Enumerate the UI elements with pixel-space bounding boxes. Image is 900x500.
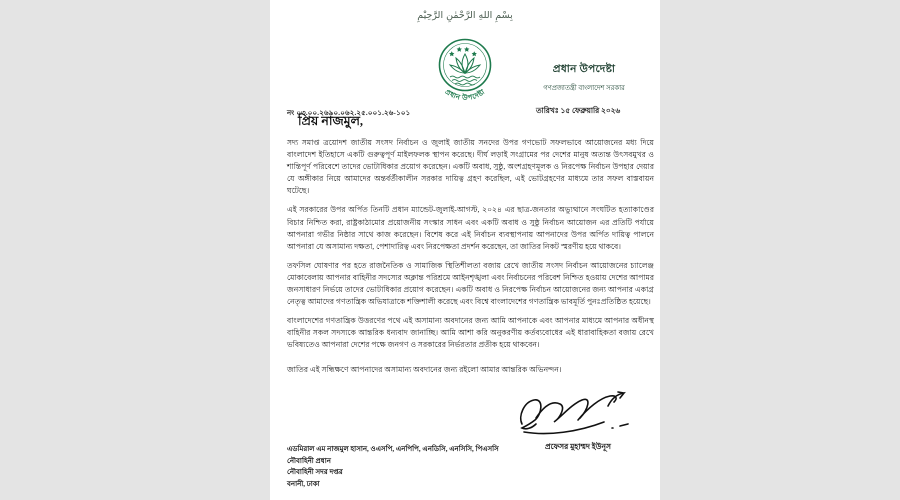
body-paragraph: সদ্য সমাপ্ত ত্রয়োদশ জাতীয় সংসদ নির্বাচন ও জুলাই জাতীয় সনদের উপর গণভোট সফলভাবে আয়োজনের মধ্য দিয়ে বাংলাদেশ ইতিহাসে একটি গুরুত্বপূর্ণ মাইলফলক স্থাপন করেছে। দীর্ঘ লড়াই সংগ্রামের পর দেশের মানুষ অত্যন্ত উৎসবমুখর ও শান্তিপূর্ণ পরিবেশে তাদের ভোটাধিকার প্রয়োগ করেছেন। একটি অবাধ, সুষ্ঠু, অংশগ্রহণমূলক ও নিরপেক্ষ নির্বাচন উপহার দেয়ার যে অঙ্গীকার নিয়ে আমাদের অন্তর্বর্তীকালীন সরকার দায়িত্ব গ্রহণ করেছিল, এই ভোটগ্রহণের মাধ্যমে তার সফল বাস্তবায়ন ঘটেছে। — [287, 138, 654, 196]
office-title: প্রধান উপদেষ্টা — [552, 64, 616, 75]
letterhead-right-block — [518, 62, 650, 94]
government-name: গণপ্রজাতন্ত্রী বাংলাদেশ সরকার — [543, 85, 625, 92]
body-paragraph: তফসিল ঘোষণার পর হতে রাজনৈতিক ও সামাজিক স্থিতিশীলতা বজায় রেখে জাতীয় সংসদ নির্বাচন আয়োজনের চ্যালেঞ্জ মোকাবেলায় আপনার বাহিনীর সদস্যের অক্লান্ত পরিশ্রমে আইনশৃঙ্খলা এবং নির্বাচনের পরিবেশ নিশ্চিত হওয়ায় দেশের আপামর জনসাধারণ নির্ভয়ে তাদের ভোটাধিকার প্রয়োগ করেছেন। একটি অবাধ ও নিরপেক্ষ নির্বাচন আয়োজনের জন্য আপনার একাগ্র নেতৃত্ব আমাদের গণতান্ত্রিক অভিযাত্রাকে শক্তিশালী করেছে এবং বিশ্বে বাংলাদেশের গণতান্ত্রিক ভাবমূর্তি পুনঃপ্রতিষ্ঠিত হয়েছে। — [287, 260, 654, 307]
recipient-name: এডমিরাল এম নাজমুল হাসান, ওএসপি, এনপিপি, এনডিসি, এনসিসি, পিএসসি — [287, 445, 499, 453]
recipient-office: নৌবাহিনী সদর দপ্তর — [287, 468, 343, 476]
body-paragraph: বাংলাদেশের গণতান্ত্রিক উত্তরণের পথে এই অসামান্য অবদানের জন্য আমি আপনাকে এবং আপনার মাধ্যমে আপনার অধীনস্থ বাহিনীর সকল সদস্যকে আন্তরিক ধন্যবাদ জানাচ্ছি। আমি আশা করি অনুকরণীয় কর্তব্যবোধের এই ধারাবাহিকতা বজায় রেখে ভবিষ্যতেও আপনারা দেশের পক্ষে জনগণ ও সরকারের নির্ভরতার প্রতীক হয়ে থাকবেন। — [287, 316, 654, 350]
signature-icon — [508, 390, 648, 440]
letter-body — [287, 137, 654, 383]
document-page — [270, 0, 660, 500]
government-seal-icon — [430, 34, 500, 112]
recipient-address: বনানী, ঢাকা — [287, 479, 320, 488]
recipient-block — [287, 444, 499, 490]
memo-number: নং ০৩.০০.২৬৯০.০৬২.২৫.০০১.২৬-১০১ — [287, 109, 411, 117]
closing-line: জাতির এই সন্ধিক্ষণে আপনাদের অসামান্য অবদানের জন্য রইলো আমার আন্তরিক অভিনন্দন। — [287, 364, 562, 374]
salutation: প্রিয় নাজমুল, — [298, 114, 364, 128]
bismillah-calligraphy: بِسْمِ اللهِ الرَّحْمٰنِ الرَّحِيْمِ — [417, 10, 513, 21]
government-seal-icon — [430, 34, 500, 112]
date-line: তারিখঃ ১৫ ফেব্রুয়ারি ২০২৬ — [536, 106, 621, 115]
signature-block — [498, 390, 658, 454]
signatory-name: প্রফেসর মুহাম্মদ ইউনূস — [545, 442, 611, 451]
recipient-title: নৌবাহিনী প্রধান — [287, 456, 331, 465]
seal-label: প্রধান উপদেষ্টা — [443, 87, 487, 103]
body-paragraph: এই সরকারের উপর অর্পিত তিনটি প্রধান ম্যান্ডেট-জুলাই-আগস্ট, ২০২৪ এর ছাত্র-জনতার অভ্যুত্থানে সংঘটিত হত্যাকাণ্ডের বিচার নিশ্চিত করা, রাষ্ট্রকাঠামোর প্রয়োজনীয় সংস্কার সাধন এবং একটি অবাধ ও সুষ্ঠু নির্বাচন আয়োজন এর প্রতিটি পর্যায়ে আপনারা গভীর নিষ্ঠার সাথে কাজ করেছেন। বিশেষ করে এই নির্বাচন ব্যবস্থাপনায় আপনাদের উপর অর্পিত দায়িত্ব পালনে আপনারা যে অসামান্য দক্ষতা, পেশাদারিত্ব এবং নিরপেক্ষতা প্রদর্শন করেছেন, তা জাতির নিকট স্মরণীয় হয়ে থাকবে। — [287, 205, 654, 251]
